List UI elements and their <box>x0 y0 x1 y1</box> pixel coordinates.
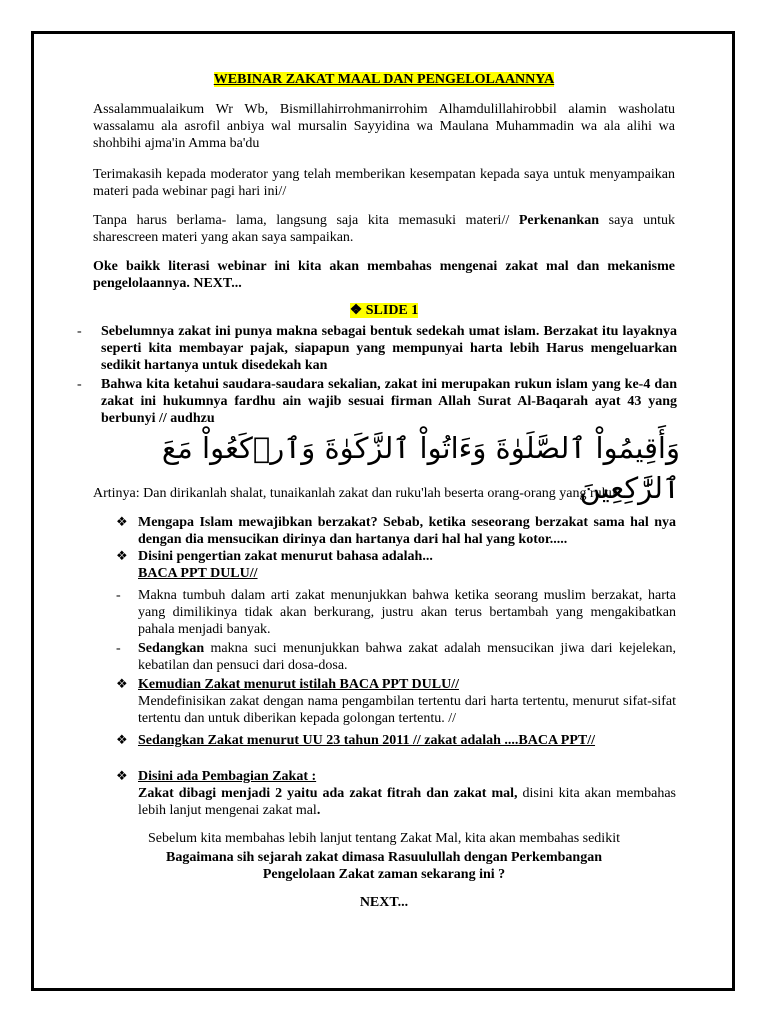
document-title: WEBINAR ZAKAT MAAL DAN PENGELOLAANNYA <box>213 72 555 87</box>
list-item: ❖ Kemudian Zakat menurut istilah BACA PPT DULU// Mendefinisikan zakat dengan nama pengambilan tertentu dari harta tertentu, menurut sifat-sifat tertentu dan untuk diberikan kepada golongan tertentu. // <box>116 677 676 726</box>
thanks-paragraph: Terimakasih kepada moderator yang telah memberikan kesempatan kepada saya untuk menyampaikan materi pada webinar pagi hari ini// <box>93 167 675 199</box>
list-item: ❖ Mengapa Islam mewajibkan berzakat? Sebab, ketika seseorang berzakat sama hal nya dengan dia mensucikan dirinya dan hartanya dari hal hal yang kotor..... <box>116 515 676 547</box>
bullet-icon: ❖ <box>116 677 128 692</box>
list-item: ❖ Disini pengertian zakat menurut bahasa adalah... BACA PPT DULU// <box>116 549 433 581</box>
opening-paragraph: Assalammualaikum Wr Wb, Bismillahirrohmanirrohim Alhamdulillahirobbil alamin washolatu wassalamu ala asrofil anbiya wal mursalin Sayyidina wa Maulana Muhammadin wa ala alihi wa shohbihi ajma'in Amma ba'du <box>93 102 675 151</box>
topic-paragraph: Oke baikk literasi webinar ini kita akan membahas mengenai zakat mal dan mekanisme pengelolaannya. NEXT... <box>93 259 675 291</box>
bullet-icon: ❖ <box>116 733 128 748</box>
closing-line-1: Sebelum kita membahas lebih lanjut tentang Zakat Mal, kita akan membahas sedikit <box>148 831 620 846</box>
slide-1-heading: ❖ SLIDE 1 <box>349 303 419 318</box>
next-label: NEXT... <box>359 895 409 910</box>
list-item: - Sedangkan makna suci menunjukkan bahwa zakat adalah mensucikan jiwa dari kejelekan, kebatilan dan pensuci dari dosa-dosa. <box>116 641 676 673</box>
list-item: - Sebelumnya zakat ini punya makna sebagai bentuk sedekah umat islam. Berzakat itu layaknya seperti kita membayar pajak, siapapun yang mempunyai harta lebih Harus mengeluarkan sedikit hartanya untuk disedekah kan <box>77 324 677 373</box>
list-item: ❖ Disini ada Pembagian Zakat : Zakat dibagi menjadi 2 yaitu ada zakat fitrah dan zakat mal, disini kita akan membahas lebih lanjut mengenai zakat mal. <box>116 769 676 818</box>
bullet-icon: ❖ <box>116 769 128 784</box>
closing-line-2: Bagaimana sih sejarah zakat dimasa Rasuulullah dengan Perkembangan <box>165 850 603 865</box>
list-item: - Makna tumbuh dalam arti zakat menunjukkan bahwa ketika seorang muslim berzakat, harta yang dimilikinya tidak akan berkurang, justru akan terus bertambah yang mengakibatkan pahala menjadi banyak. <box>116 588 676 637</box>
translation-paragraph: Artinya: Dan dirikanlah shalat, tunaikanlah zakat dan ruku'lah beserta orang-orang yang ruku'. <box>93 486 622 501</box>
bullet-icon: ❖ <box>116 515 128 530</box>
bullet-icon: ❖ <box>116 549 128 564</box>
list-item: - Bahwa kita ketahui saudara-saudara sekalian, zakat ini merupakan rukun islam yang ke-4 dan zakat ini hukumnya fardhu ain wajib sesuai firman Allah Surat Al-Baqarah ayat 43 yang berbunyi // audhzu <box>77 377 677 426</box>
quran-verse: وَأَقِيمُواْ ٱلصَّلَوٰةَ وَءَاتُواْ ٱلزَّكَوٰةَ وَٱرۡكَعُواْ مَعَ ٱلرَّٰكِعِينَ <box>161 431 680 505</box>
list-item: ❖ Sedangkan Zakat menurut UU 23 tahun 2011 // zakat adalah ....BACA PPT// <box>116 733 596 748</box>
closing-line-3: Pengelolaan Zakat zaman sekarang ini ? <box>262 867 506 882</box>
intro-paragraph: Tanpa harus berlama- lama, langsung saja kita memasuki materi// Perkenankan saya untuk sharescreen materi yang akan saya sampaikan. <box>93 213 676 245</box>
